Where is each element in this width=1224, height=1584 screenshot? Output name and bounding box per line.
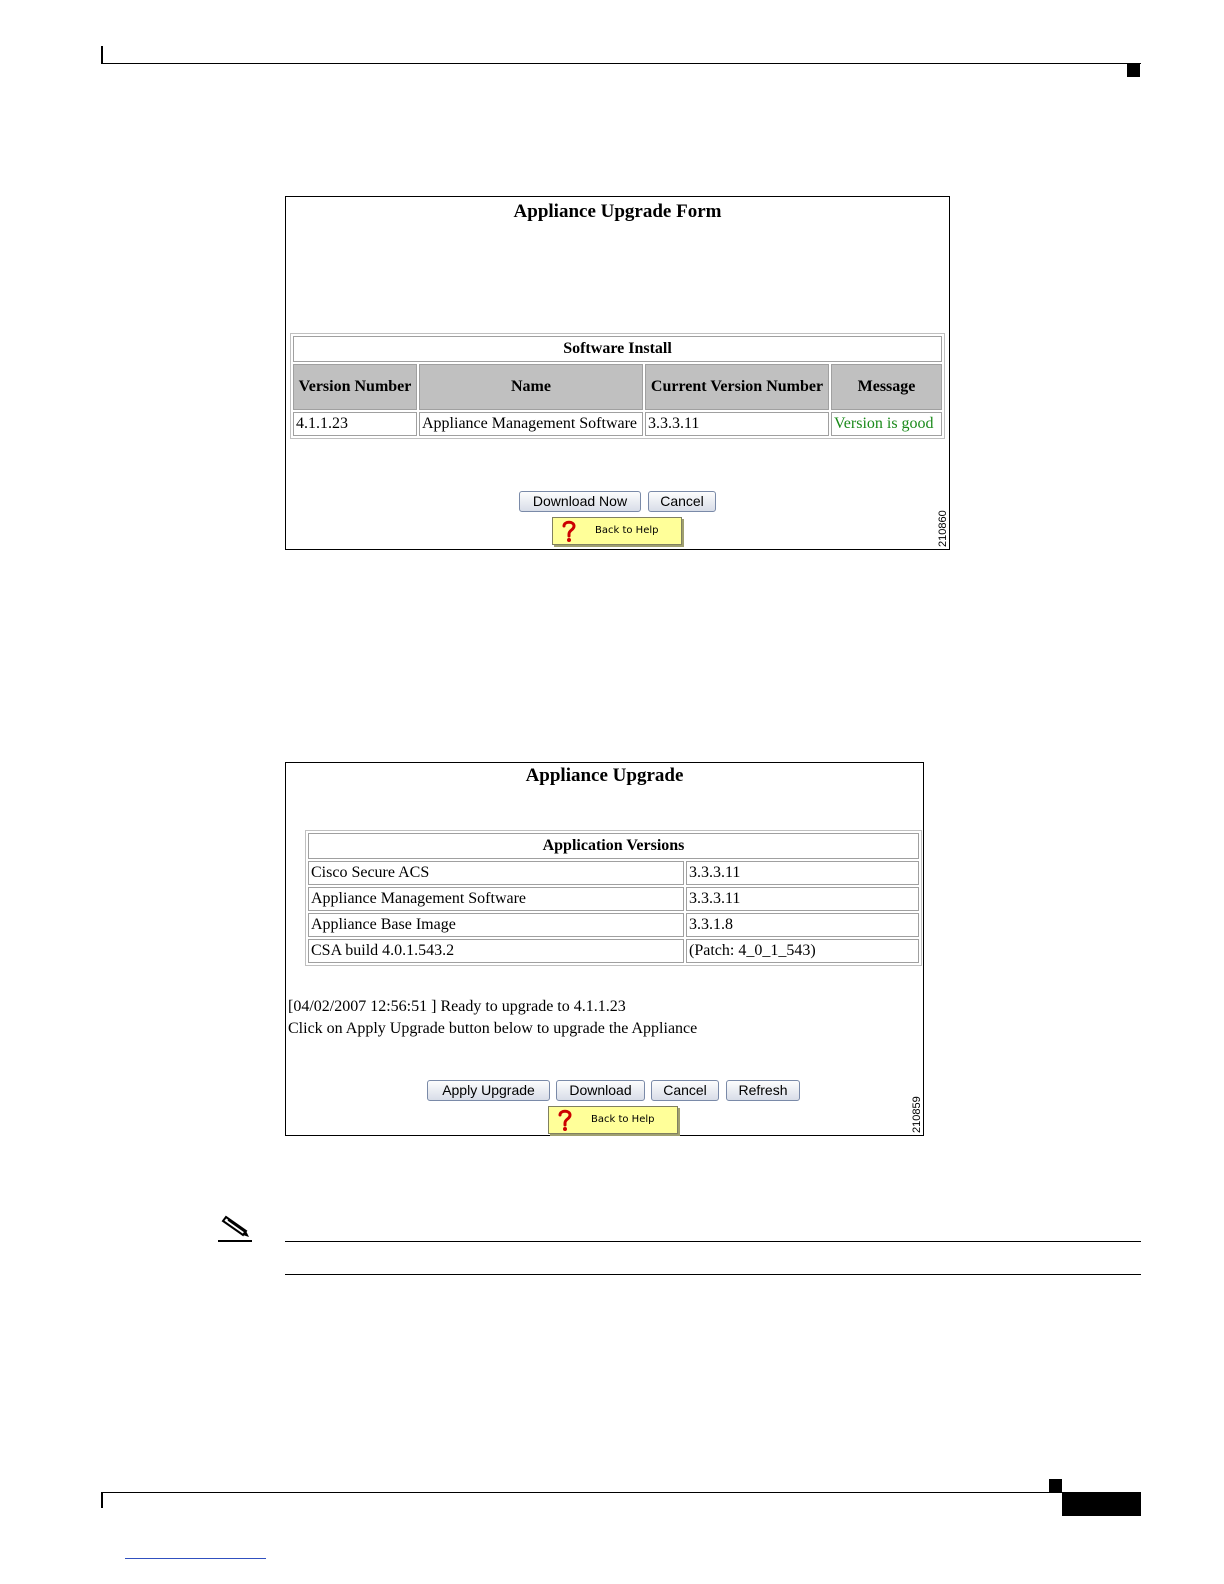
footer-marker — [1049, 1479, 1062, 1492]
cell-version-number: 4.1.1.23 — [293, 412, 417, 436]
table-row — [308, 939, 919, 963]
cell-app-version: 3.3.3.11 — [686, 861, 919, 885]
cancel-button[interactable]: Cancel — [651, 1080, 719, 1101]
refresh-button[interactable]: Refresh — [726, 1080, 800, 1101]
note-bottom-rule — [285, 1274, 1141, 1275]
cell-app-name: Cisco Secure ACS — [308, 861, 684, 885]
figure-number: 210860 — [937, 510, 949, 547]
page-title: Appliance Upgrade — [525, 765, 684, 786]
column-header-name: Name — [419, 364, 643, 410]
header-rule — [101, 63, 1141, 64]
footer-rule — [101, 1492, 1141, 1493]
appliance-upgrade-form-screenshot — [285, 196, 950, 550]
page-title: Appliance Upgrade Form — [513, 201, 722, 222]
appliance-upgrade-screenshot — [285, 762, 924, 1136]
table-row — [308, 887, 919, 911]
back-to-help-button[interactable] — [552, 517, 682, 545]
column-header-current-version: Current Version Number — [645, 364, 829, 410]
status-message: [04/02/2007 12:56:51 ] Ready to upgrade to 4.1.1.23 — [288, 998, 626, 1015]
header-marker — [1127, 64, 1140, 77]
cell-message: Version is good — [831, 412, 942, 436]
footer-link-underline — [125, 1558, 266, 1559]
cell-name: Appliance Management Software — [419, 412, 643, 436]
column-header-message: Message — [831, 364, 942, 410]
table-row — [293, 412, 942, 436]
table-row — [308, 913, 919, 937]
column-header-version-number: Version Number — [293, 364, 417, 410]
figure-number: 210859 — [911, 1096, 923, 1133]
cell-app-version: 3.3.3.11 — [686, 887, 919, 911]
cell-current-version: 3.3.3.11 — [645, 412, 829, 436]
application-versions-table — [305, 830, 922, 966]
software-install-table — [290, 333, 945, 439]
footer-page-block — [1062, 1493, 1141, 1516]
cell-app-name: Appliance Base Image — [308, 913, 684, 937]
cell-app-name: CSA build 4.0.1.543.2 — [308, 939, 684, 963]
instruction-message: Click on Apply Upgrade button below to upgrade the Appliance — [288, 1020, 698, 1037]
download-now-button[interactable]: Download Now — [519, 491, 641, 512]
download-button[interactable]: Download — [556, 1080, 645, 1101]
footer-tick — [101, 1492, 103, 1508]
header-tick — [101, 46, 103, 64]
apply-upgrade-button[interactable]: Apply Upgrade — [427, 1080, 550, 1101]
table-caption: Application Versions — [308, 833, 919, 859]
pencil-note-icon — [218, 1213, 252, 1243]
cancel-button[interactable]: Cancel — [648, 491, 716, 512]
cell-app-version: 3.3.1.8 — [686, 913, 919, 937]
cell-app-version: (Patch: 4_0_1_543) — [686, 939, 919, 963]
question-mark-icon — [561, 519, 577, 543]
table-row — [308, 861, 919, 885]
back-to-help-button[interactable] — [548, 1106, 678, 1134]
back-to-help-label: Back to Help — [595, 525, 659, 536]
cell-app-name: Appliance Management Software — [308, 887, 684, 911]
table-caption: Software Install — [293, 336, 942, 362]
note-top-rule — [285, 1241, 1141, 1242]
back-to-help-label: Back to Help — [591, 1114, 655, 1125]
question-mark-icon — [557, 1108, 573, 1132]
